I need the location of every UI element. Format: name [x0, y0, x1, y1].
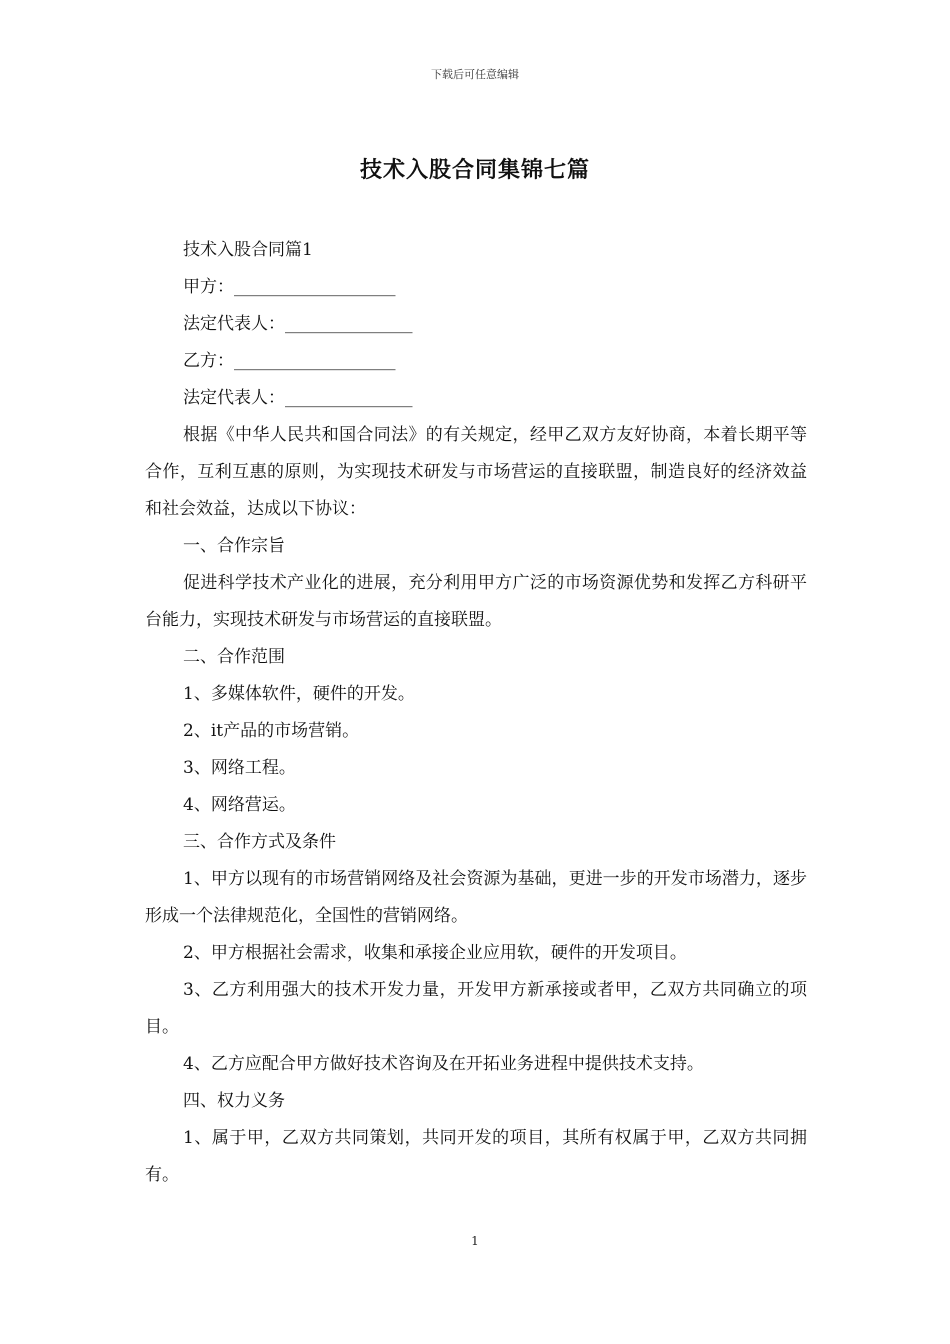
preamble-paragraph: 根据《中华人民共和国合同法》的有关规定，经甲乙双方友好协商，本着长期平等合作，互利互惠的原则，为实现技术研发与市场营运的直接联盟，制造良好的经济效益和社会效益，达成以下协议：: [145, 425, 807, 519]
section-heading-contract-1: 技术入股合同篇1: [183, 240, 313, 260]
page-header-note: 下载后可任意编辑: [431, 68, 519, 81]
methods-item: 3、乙方利用强大的技术开发力量，开发甲方新承接或者甲，乙双方共同确立的项目。: [145, 980, 807, 1037]
party-a-line: 甲方：___________________: [183, 277, 396, 297]
scope-item: 2、it产品的市场营销。: [183, 721, 360, 741]
methods-item: 1、甲方以现有的市场营销网络及社会资源为基础，更进一步的开发市场潜力，逐步形成一个法律规范化，全国性的营销网络。: [145, 869, 807, 926]
section-heading-scope: 二、合作范围: [183, 647, 285, 667]
party-a-representative-line: 法定代表人：_______________: [183, 314, 413, 334]
methods-item: 2、甲方根据社会需求，收集和承接企业应用软，硬件的开发项目。: [183, 943, 687, 963]
page-number: 1: [471, 1234, 479, 1248]
section-heading-methods: 三、合作方式及条件: [183, 832, 336, 852]
document-body: [145, 232, 807, 1194]
section-heading-purpose: 一、合作宗旨: [183, 536, 285, 556]
scope-item: 4、网络营运。: [183, 795, 296, 815]
section-heading-rights: 四、权力义务: [183, 1091, 285, 1111]
party-b-representative-line: 法定代表人：_______________: [183, 388, 413, 408]
purpose-paragraph: 促进科学技术产业化的进展，充分利用甲方广泛的市场资源优势和发挥乙方科研平台能力，实现技术研发与市场营运的直接联盟。: [145, 573, 807, 630]
methods-item: 4、乙方应配合甲方做好技术咨询及在开拓业务进程中提供技术支持。: [183, 1054, 704, 1074]
scope-item: 1、多媒体软件，硬件的开发。: [183, 684, 415, 704]
document-title: 技术入股合同集锦七篇: [359, 157, 590, 183]
rights-item: 1、属于甲，乙双方共同策划，共同开发的项目，其所有权属于甲，乙双方共同拥有。: [145, 1128, 807, 1185]
scope-item: 3、网络工程。: [183, 758, 296, 778]
party-b-line: 乙方：___________________: [183, 351, 396, 371]
